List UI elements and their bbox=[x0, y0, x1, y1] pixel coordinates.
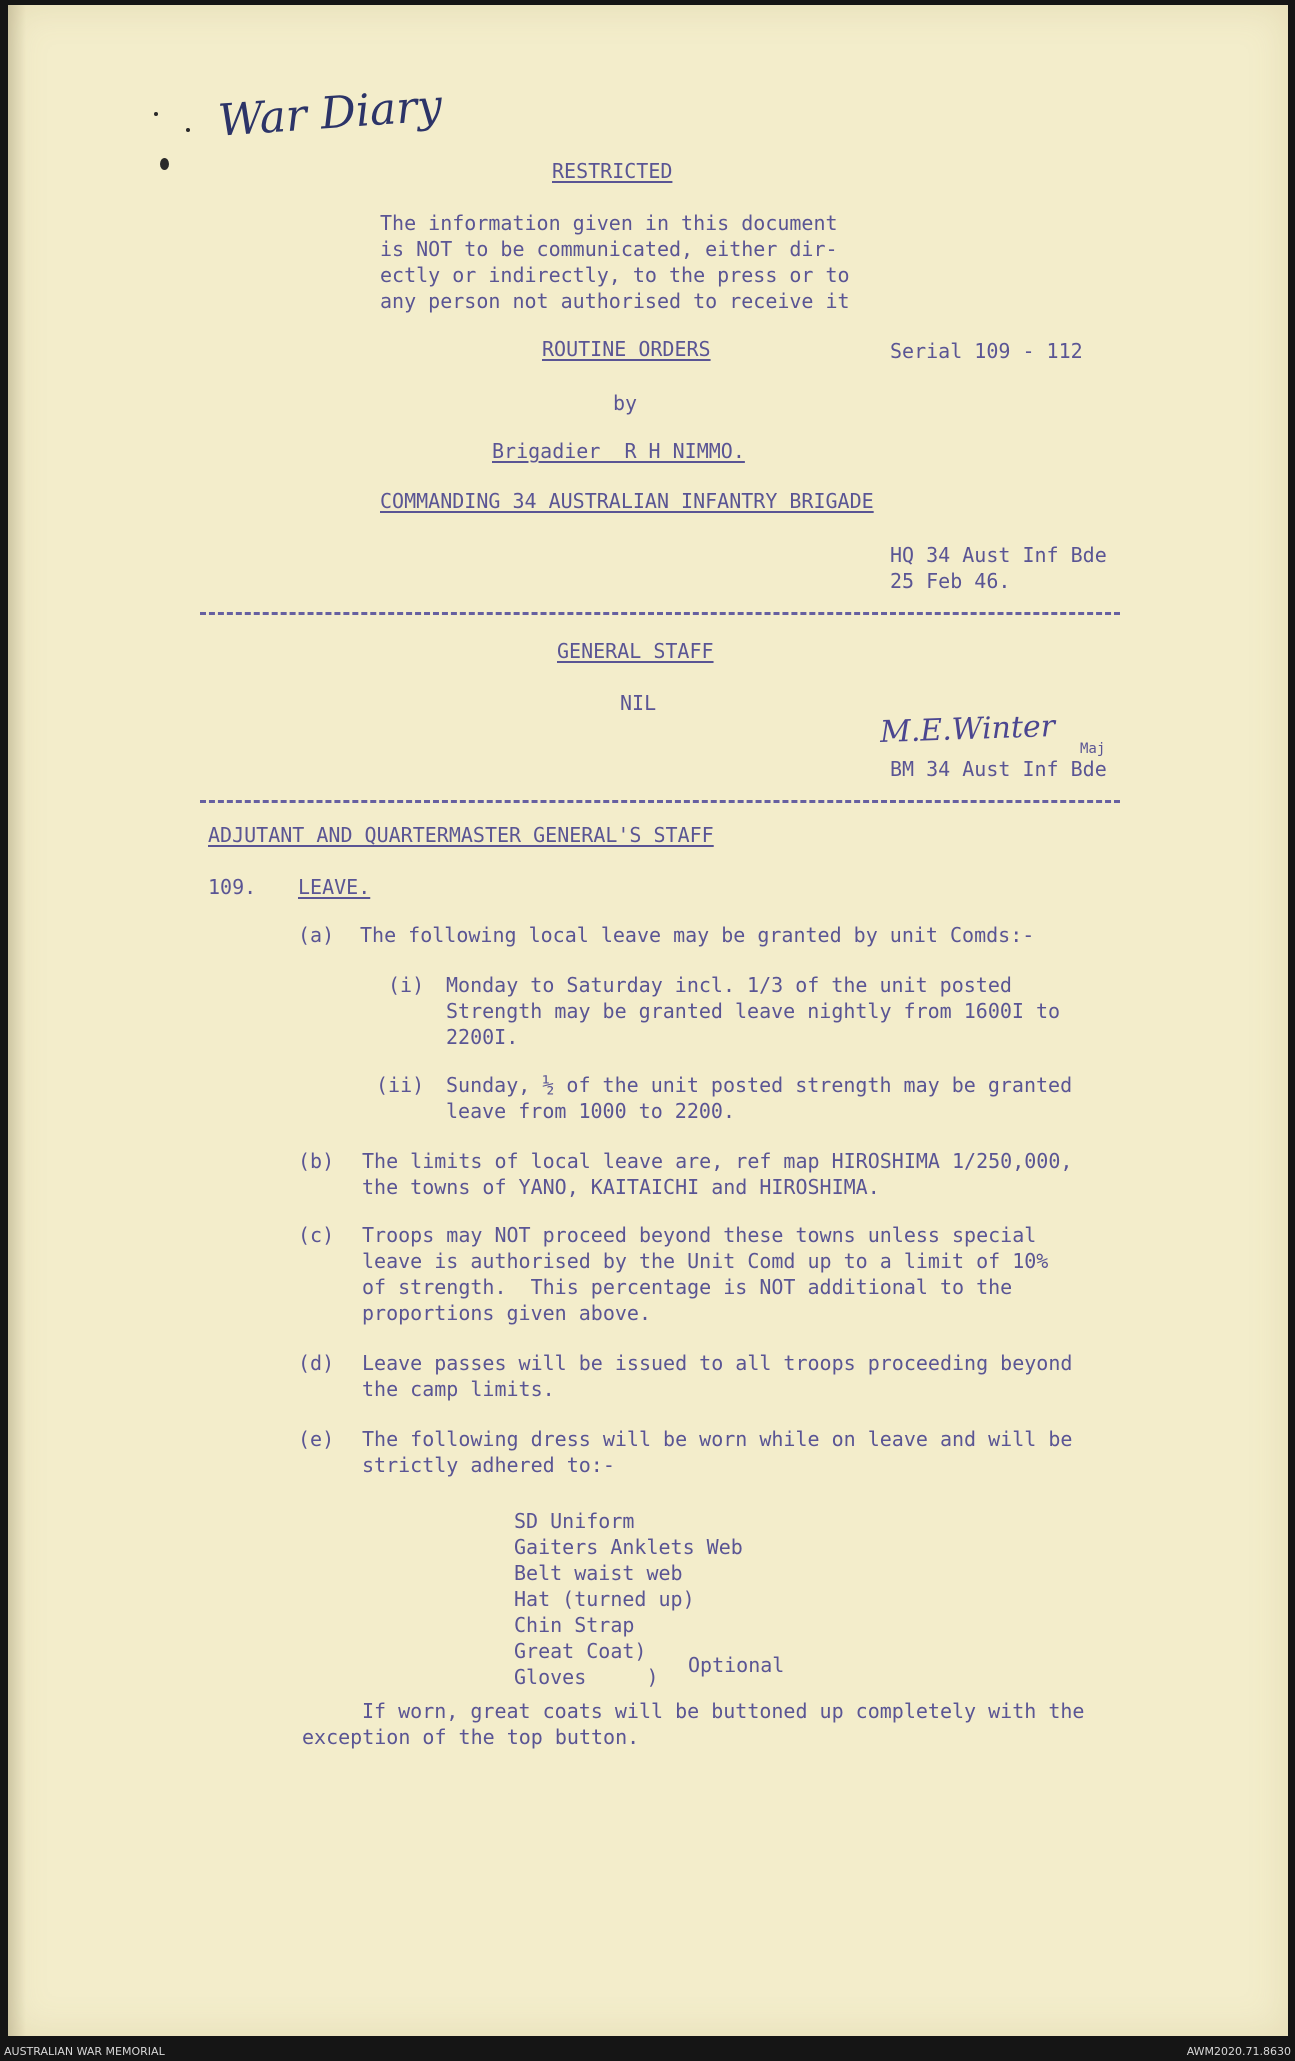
restricted-line-3: ectly or indirectly, to the press or to bbox=[380, 263, 850, 287]
punch-hole bbox=[160, 158, 169, 170]
item-c-line-1: Troops may NOT proceed beyond these towns unless special bbox=[362, 1223, 1037, 1247]
dress-item: Hat (turned up) bbox=[514, 1587, 695, 1611]
restricted-line-2: is NOT to be communicated, either dir- bbox=[380, 237, 838, 261]
signature-title: BM 34 Aust Inf Bde bbox=[890, 757, 1107, 781]
hq-location: HQ 34 Aust Inf Bde bbox=[890, 543, 1107, 567]
signature-rank: Maj bbox=[1080, 741, 1106, 757]
item-e-line-1: The following dress will be worn while on leave and will be bbox=[362, 1427, 1073, 1451]
brigade-major-signature: M.E.Winter bbox=[879, 708, 1056, 751]
command-title: COMMANDING 34 AUSTRALIAN INFANTRY BRIGADE bbox=[380, 489, 874, 513]
handwritten-war-diary-note: War Diary bbox=[216, 80, 444, 147]
order-number: 109. bbox=[208, 875, 257, 899]
divider-rule bbox=[200, 800, 1120, 803]
by-label: by bbox=[613, 391, 638, 415]
item-a-i-label: (i) bbox=[388, 973, 425, 997]
item-c-line-2: leave is authorised by the Unit Comd up to a limit of 10% bbox=[362, 1249, 1049, 1273]
item-a-ii-line-2: leave from 1000 to 2200. bbox=[446, 1099, 735, 1123]
restricted-heading: RESTRICTED bbox=[552, 159, 673, 183]
paper-edge-shadow bbox=[8, 5, 26, 2036]
item-c-line-3: of strength. This percentage is NOT additional to the bbox=[362, 1275, 1013, 1299]
divider-rule bbox=[200, 612, 1120, 615]
closing-line-2: exception of the top button. bbox=[302, 1725, 640, 1749]
serial-number: Serial 109 - 112 bbox=[890, 339, 1083, 363]
order-date: 25 Feb 46. bbox=[890, 569, 1011, 593]
general-staff-nil: NIL bbox=[620, 691, 657, 715]
restricted-line-4: any person not authorised to receive it bbox=[380, 289, 850, 313]
closing-line-1: If worn, great coats will be buttoned up completely with the bbox=[362, 1699, 1085, 1723]
dress-item: Gloves ) bbox=[514, 1665, 659, 1689]
item-d-line-2: the camp limits. bbox=[362, 1377, 555, 1401]
order-title: LEAVE. bbox=[298, 875, 371, 899]
routine-orders-title: ROUTINE ORDERS bbox=[542, 337, 711, 361]
item-a-i-line-2: Strength may be granted leave nightly from 1600I to bbox=[446, 999, 1061, 1023]
item-a-ii-label: (ii) bbox=[376, 1073, 425, 1097]
punch-hole-mark bbox=[154, 112, 158, 116]
archive-footer bbox=[0, 2036, 1295, 2061]
item-e-label: (e) bbox=[298, 1427, 335, 1451]
footer-reference: AWM2020.71.8630 bbox=[1186, 2045, 1291, 2058]
item-a-i-line-1: Monday to Saturday incl. 1/3 of the unit posted bbox=[446, 973, 1012, 997]
restricted-line-1: The information given in this document bbox=[380, 211, 838, 235]
footer-institution: AUSTRALIAN WAR MEMORIAL bbox=[4, 2045, 165, 2058]
dress-item: Great Coat) bbox=[514, 1639, 647, 1663]
item-a-text: The following local leave may be granted by unit Comds:- bbox=[360, 923, 1035, 947]
item-a-i-line-3: 2200I. bbox=[446, 1025, 519, 1049]
item-b-line-1: The limits of local leave are, ref map HIROSHIMA 1/250,000, bbox=[362, 1149, 1073, 1173]
item-d-label: (d) bbox=[298, 1351, 335, 1375]
item-a-ii-line-1: Sunday, ½ of the unit posted strength may be granted bbox=[446, 1073, 1073, 1097]
optional-note: Optional bbox=[688, 1653, 785, 1677]
item-a-label: (a) bbox=[298, 923, 335, 947]
commander-name: Brigadier R H NIMMO. bbox=[492, 439, 745, 463]
dress-item: SD Uniform bbox=[514, 1509, 635, 1533]
item-b-line-2: the towns of YANO, KAITAICHI and HIROSHIMA. bbox=[362, 1175, 880, 1199]
item-b-label: (b) bbox=[298, 1149, 335, 1173]
dress-item: Chin Strap bbox=[514, 1613, 635, 1637]
item-c-label: (c) bbox=[298, 1223, 335, 1247]
item-d-line-1: Leave passes will be issued to all troops proceeding beyond bbox=[362, 1351, 1073, 1375]
item-c-line-4: proportions given above. bbox=[362, 1301, 651, 1325]
punch-hole-mark bbox=[186, 128, 190, 132]
aqmg-staff-heading: ADJUTANT AND QUARTERMASTER GENERAL'S STAFF bbox=[208, 823, 714, 847]
dress-item: Gaiters Anklets Web bbox=[514, 1535, 743, 1559]
general-staff-heading: GENERAL STAFF bbox=[557, 639, 714, 663]
item-e-line-2: strictly adhered to:- bbox=[362, 1453, 615, 1477]
dress-item: Belt waist web bbox=[514, 1561, 683, 1585]
